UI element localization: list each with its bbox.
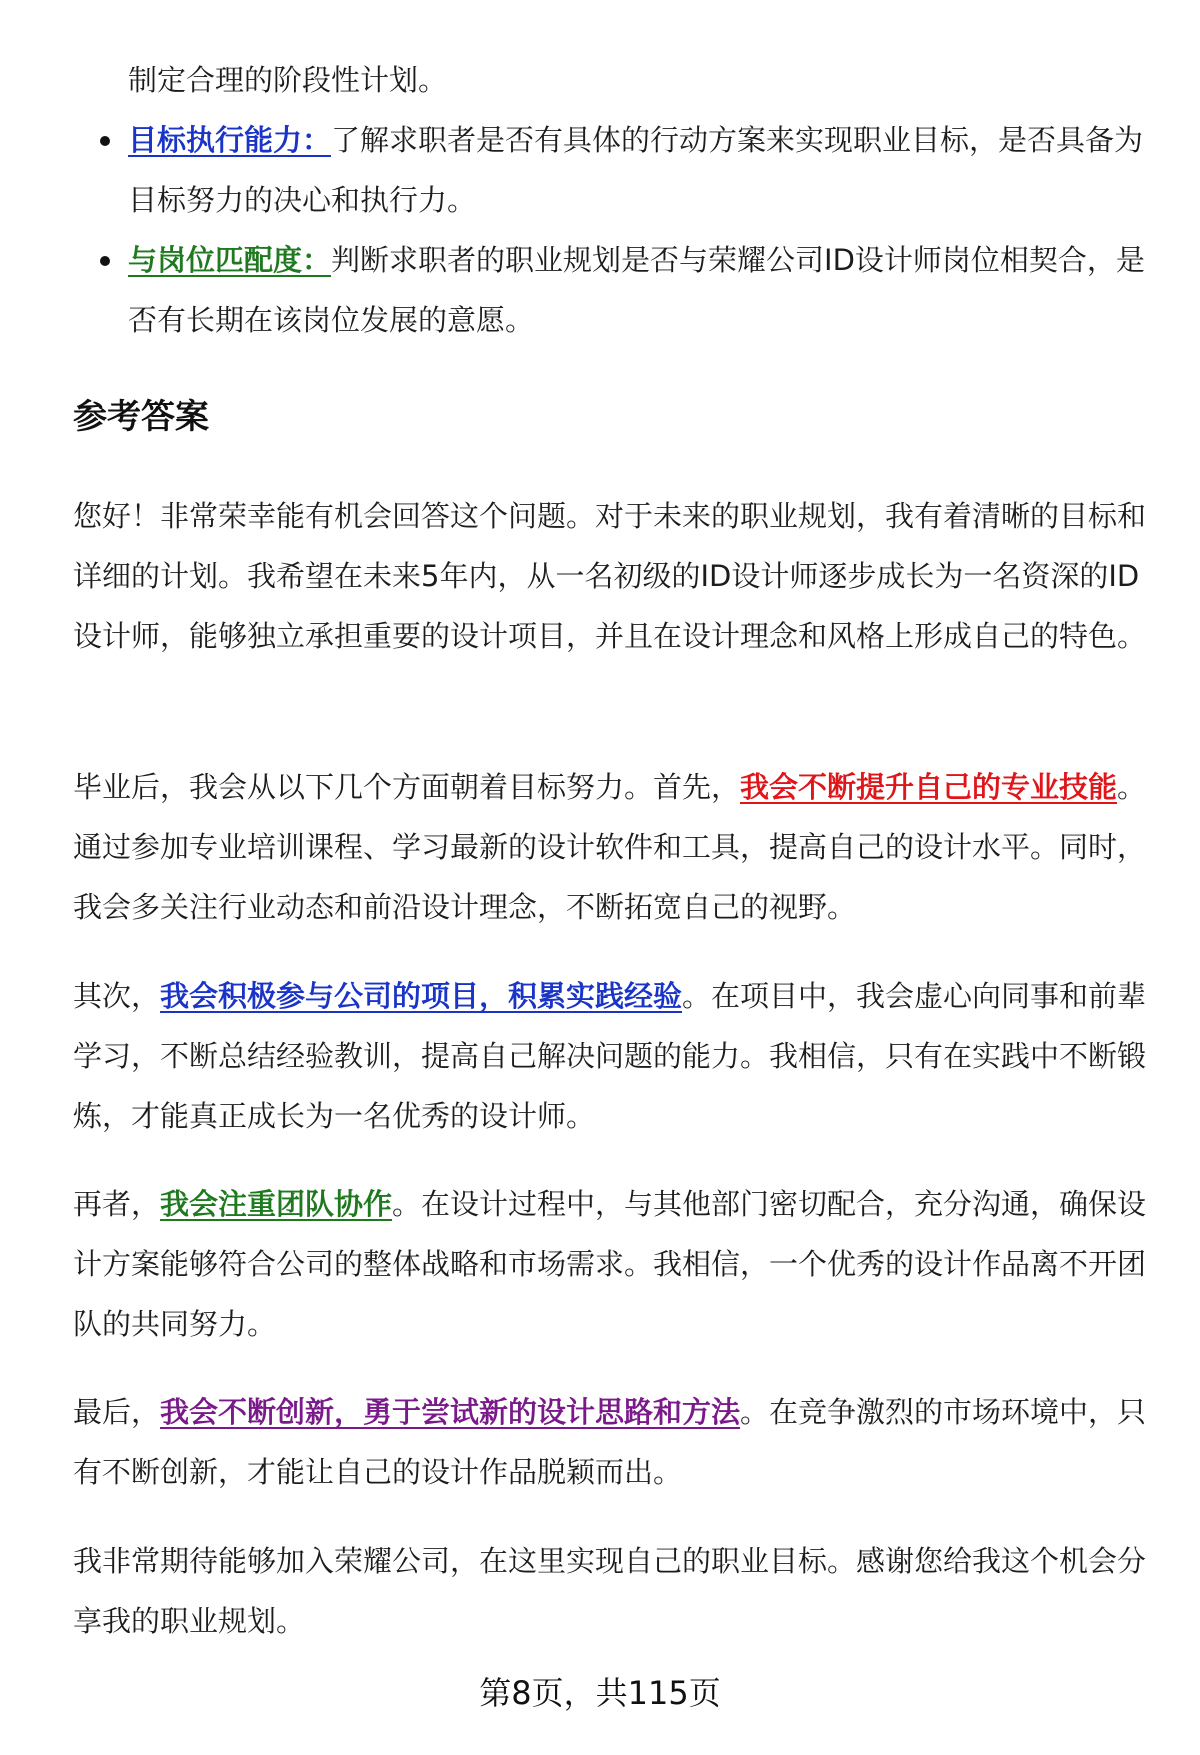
paragraph-text: 其次，	[73, 979, 161, 1013]
list-item	[128, 110, 1148, 230]
highlight-text: 我会不断提升自己的专业技能	[740, 770, 1118, 804]
bullet-text: 判断求职者的职业规划是否与荣耀公司ID设计师岗位相契合，是否有长期在该岗位发展的意愿。	[128, 243, 1145, 337]
bullet-key: 与岗位匹配度：	[128, 243, 332, 277]
answer-paragraph	[73, 1174, 1148, 1354]
paragraph-text: 毕业后，我会从以下几个方面朝着目标努力。首先，	[73, 770, 741, 804]
answer-paragraph: 您好！非常荣幸能有机会回答这个问题。对于未来的职业规划，我有着清晰的目标和详细的计划。我希望在未来5年内，从一名初级的ID设计师逐步成长为一名资深的ID设计师，能够独立承担重要的设计项目，并且在设计理念和风格上形成自己的特色。	[73, 499, 1147, 653]
list-item	[128, 230, 1148, 350]
answer-paragraph	[73, 966, 1148, 1146]
page-number: 第8页，共115页	[479, 1674, 721, 1712]
bullet-icon	[100, 136, 110, 146]
answer-paragraph: 我非常期待能够加入荣耀公司，在这里实现自己的职业目标。感谢您给我这个机会分享我的职业规划。	[73, 1544, 1147, 1638]
bullet-key: 目标执行能力：	[128, 123, 332, 157]
section-heading: 参考答案	[73, 397, 209, 437]
answer-paragraph	[73, 757, 1148, 937]
bullet-icon	[100, 256, 110, 266]
paragraph-text: 。通过参加专业培训课程、学习最新的设计软件和工具，提高自己的设计水平。同时，我会多关注行业动态和前沿设计理念，不断拓宽自己的视野。	[73, 770, 1147, 924]
criteria-list	[128, 110, 1148, 350]
highlight-text: 我会注重团队协作	[160, 1187, 393, 1221]
paragraph-text: 。在项目中，我会虚心向同事和前辈学习，不断总结经验教训，提高自己解决问题的能力。我相信，只有在实践中不断锻炼，才能真正成长为一名优秀的设计师。	[73, 979, 1147, 1133]
bullet-text: 了解求职者是否有具体的行动方案来实现职业目标，是否具备为目标努力的决心和执行力。	[128, 123, 1144, 217]
paragraph-text: 最后，	[73, 1395, 161, 1429]
paragraph-text: 。在竞争激烈的市场环境中，只有不断创新，才能让自己的设计作品脱颖而出。	[73, 1395, 1147, 1489]
paragraph-text: 。在设计过程中，与其他部门密切配合，充分沟通，确保设计方案能够符合公司的整体战略和市场需求。我相信，一个优秀的设计作品离不开团队的共同努力。	[73, 1187, 1147, 1341]
continuation-text: 制定合理的阶段性计划。	[128, 63, 448, 97]
highlight-text: 我会不断创新，勇于尝试新的设计思路和方法	[160, 1395, 741, 1429]
answer-paragraph	[73, 1382, 1148, 1502]
highlight-text: 我会积极参与公司的项目，积累实践经验	[160, 979, 683, 1013]
paragraph-text: 再者，	[73, 1187, 161, 1221]
